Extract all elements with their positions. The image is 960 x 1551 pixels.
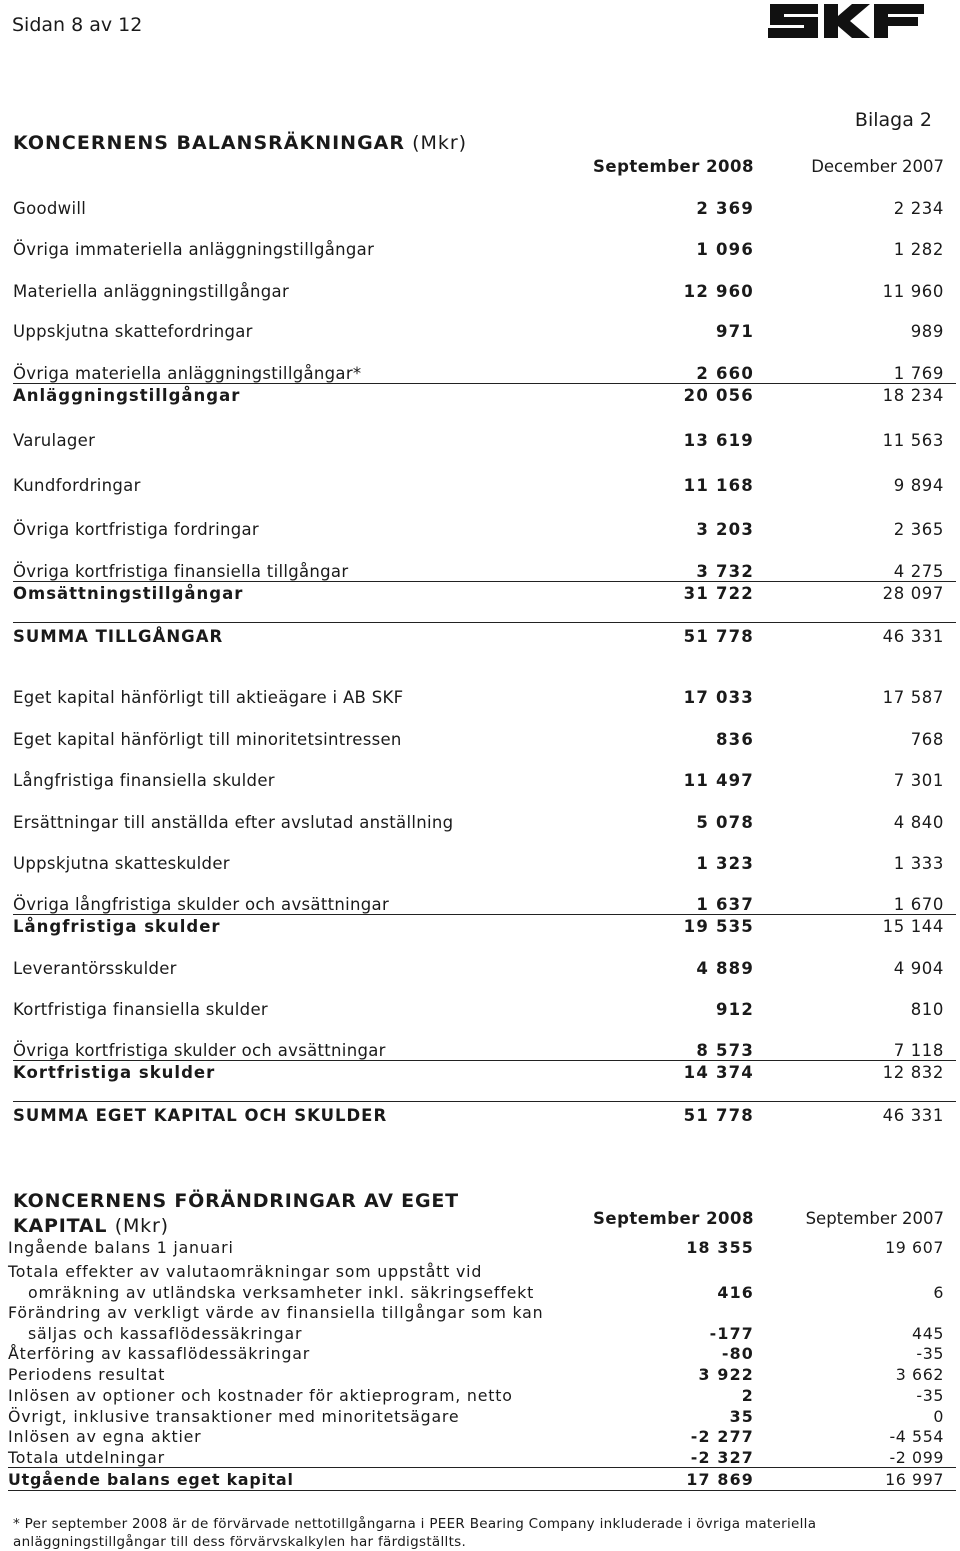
row-label: omräkning av utländska verksamheter inkl. säkringseffekt <box>28 1283 535 1302</box>
table-row <box>0 364 960 385</box>
row-value-b: -35 <box>916 1386 944 1405</box>
row-value-a: 1 096 <box>696 240 754 259</box>
table-row <box>0 1041 960 1062</box>
row-value-b: 9 894 <box>893 476 944 495</box>
row-value-a: 35 <box>729 1407 754 1426</box>
row-value-b: 2 234 <box>893 199 944 218</box>
table-row <box>0 854 960 875</box>
row-value-a: 17 869 <box>686 1470 754 1489</box>
row-value-a: 1 323 <box>696 854 754 873</box>
row-value-a: 416 <box>717 1283 754 1302</box>
row-label: Materiella anläggningstillgångar <box>13 282 290 301</box>
row-value-a: 13 619 <box>683 431 754 450</box>
skf-logo <box>766 2 926 40</box>
row-label: Uppskjutna skatteskulder <box>13 854 230 873</box>
row-label: Eget kapital hänförligt till minoritetsintressen <box>13 730 402 749</box>
row-value-a: 4 889 <box>696 959 754 978</box>
row-value-a: 2 369 <box>696 199 754 218</box>
balance-col-a-header: September 2008 <box>593 157 754 176</box>
row-label: Övriga immateriella anläggningstillgångar <box>13 240 375 259</box>
total-rule <box>13 1101 956 1102</box>
balance-unit: (Mkr) <box>412 132 468 154</box>
row-value-b: 445 <box>912 1324 944 1343</box>
row-value-a: -2 327 <box>690 1448 754 1467</box>
total-row <box>0 1106 960 1127</box>
table-row <box>0 322 960 343</box>
row-label: Inlösen av egna aktier <box>8 1427 202 1446</box>
total-rule <box>13 622 956 623</box>
row-value-b: -35 <box>916 1344 944 1363</box>
table-row <box>0 1000 960 1021</box>
row-value-a: 3 922 <box>698 1365 754 1384</box>
appendix-label: Bilaga 2 <box>854 109 932 131</box>
row-label: Ersättningar till anställda efter avslutad anställning <box>13 813 454 832</box>
table-row <box>0 730 960 751</box>
row-label: Totala effekter av valutaomräkningar som uppstått vid <box>8 1262 483 1281</box>
subtotal-rule <box>13 581 956 582</box>
row-label: SUMMA TILLGÅNGAR <box>13 627 224 646</box>
balance-title-text: KONCERNENS BALANSRÄKNINGAR <box>13 132 406 154</box>
row-label: säljas och kassaflödessäkringar <box>28 1324 303 1343</box>
footnote: * Per september 2008 är de förvärvade nettotillgångarna i PEER Bearing Company inkluderade i övriga materiella anläggningstillgångar till dess förvärvskalkylen har färdigställts. <box>13 1516 817 1550</box>
row-label: Kortfristiga finansiella skulder <box>13 1000 268 1019</box>
row-label: Inlösen av optioner och kostnader för aktieprogram, netto <box>8 1386 513 1405</box>
row-label: Långfristiga finansiella skulder <box>13 771 275 790</box>
row-value-a: 31 722 <box>683 584 754 603</box>
total-rule <box>8 1467 956 1468</box>
balance-title <box>13 132 467 154</box>
subtotal-row <box>0 386 960 407</box>
row-label: SUMMA EGET KAPITAL OCH SKULDER <box>13 1106 388 1125</box>
balance-col-b-header: December 2007 <box>811 157 944 176</box>
row-value-b: 46 331 <box>882 627 944 646</box>
row-value-b: 16 997 <box>885 1470 944 1489</box>
row-value-b: 12 832 <box>882 1063 944 1082</box>
row-value-b: 28 097 <box>882 584 944 603</box>
row-value-a: 18 355 <box>686 1238 754 1257</box>
subtotal-rule <box>13 383 956 384</box>
row-label: Anläggningstillgångar <box>13 386 241 405</box>
row-label: Utgående balans eget kapital <box>8 1470 294 1489</box>
row-value-a: 2 660 <box>696 364 754 383</box>
row-value-b: 6 <box>933 1283 944 1302</box>
row-value-a: 3 732 <box>696 562 754 581</box>
row-label: Övriga materiella anläggningstillgångar* <box>13 364 362 383</box>
row-value-b: 1 769 <box>893 364 944 383</box>
row-value-b: 0 <box>933 1407 944 1426</box>
row-value-a: 12 960 <box>683 282 754 301</box>
row-value-b: -2 099 <box>889 1448 944 1467</box>
table-row <box>0 771 960 792</box>
row-value-b: 17 587 <box>882 688 944 707</box>
table-row <box>0 688 960 709</box>
equity-title-line2: KAPITAL <box>13 1215 108 1237</box>
row-value-a: 11 168 <box>683 476 754 495</box>
table-row <box>0 959 960 980</box>
row-value-a: 51 778 <box>683 1106 754 1125</box>
row-value-a: 971 <box>715 322 754 341</box>
subtotal-rule <box>13 1060 956 1061</box>
row-value-a: 3 203 <box>696 520 754 539</box>
row-value-b: 18 234 <box>882 386 944 405</box>
row-value-a: -80 <box>721 1344 754 1363</box>
row-value-a: 14 374 <box>683 1063 754 1082</box>
row-value-a: 11 497 <box>683 771 754 790</box>
row-value-b: 11 960 <box>882 282 944 301</box>
equity-title-line1: KONCERNENS FÖRÄNDRINGAR AV EGET <box>13 1190 459 1212</box>
row-value-b: 11 563 <box>882 431 944 450</box>
row-label: Kundfordringar <box>13 476 141 495</box>
table-row <box>0 813 960 834</box>
row-label: Eget kapital hänförligt till aktieägare i AB SKF <box>13 688 404 707</box>
row-label: Långfristiga skulder <box>13 917 221 936</box>
subtotal-rule <box>13 914 956 915</box>
row-label: Uppskjutna skattefordringar <box>13 322 253 341</box>
equity-unit: (Mkr) <box>114 1215 169 1237</box>
row-value-b: 1 282 <box>893 240 944 259</box>
table-row <box>0 199 960 220</box>
row-value-b: 768 <box>910 730 944 749</box>
row-label: Förändring av verkligt värde av finansiella tillgångar som kan <box>8 1303 544 1322</box>
row-label: Övriga långfristiga skulder och avsättningar <box>13 895 390 914</box>
row-value-b: 3 662 <box>895 1365 944 1384</box>
row-value-a: 836 <box>715 730 754 749</box>
row-label: Återföring av kassaflödessäkringar <box>8 1344 311 1363</box>
equity-title <box>13 1189 459 1239</box>
row-value-b: 19 607 <box>885 1238 944 1257</box>
table-row <box>0 431 960 452</box>
row-label: Periodens resultat <box>8 1365 166 1384</box>
row-value-b: 46 331 <box>882 1106 944 1125</box>
total-row <box>0 627 960 648</box>
table-row <box>0 240 960 261</box>
row-value-a: 5 078 <box>696 813 754 832</box>
subtotal-row <box>0 1063 960 1084</box>
page-label: Sidan 8 av 12 <box>12 14 143 36</box>
row-value-a: 1 637 <box>696 895 754 914</box>
row-value-a: 912 <box>715 1000 754 1019</box>
row-value-a: -177 <box>709 1324 754 1343</box>
row-value-b: -4 554 <box>889 1427 944 1446</box>
row-value-a: 2 <box>741 1386 754 1405</box>
row-value-a: -2 277 <box>690 1427 754 1446</box>
total-underline <box>8 1490 956 1491</box>
row-value-b: 2 365 <box>893 520 944 539</box>
row-value-b: 1 333 <box>893 854 944 873</box>
row-label: Leverantörsskulder <box>13 959 177 978</box>
table-row <box>0 895 960 916</box>
row-value-b: 989 <box>910 322 944 341</box>
row-label: Övrigt, inklusive transaktioner med minoritetsägare <box>8 1407 460 1426</box>
row-value-b: 4 840 <box>893 813 944 832</box>
row-value-a: 20 056 <box>683 386 754 405</box>
subtotal-row <box>0 917 960 938</box>
row-value-b: 7 118 <box>893 1041 944 1060</box>
equity-col-b-header: September 2007 <box>805 1209 944 1228</box>
row-value-a: 8 573 <box>696 1041 754 1060</box>
row-value-a: 17 033 <box>683 688 754 707</box>
row-value-a: 19 535 <box>683 917 754 936</box>
row-label: Totala utdelningar <box>8 1448 165 1467</box>
table-row <box>0 520 960 541</box>
row-label: Kortfristiga skulder <box>13 1063 216 1082</box>
row-value-b: 7 301 <box>893 771 944 790</box>
row-value-b: 810 <box>910 1000 944 1019</box>
row-label: Omsättningstillgångar <box>13 584 244 603</box>
row-label: Varulager <box>13 431 96 450</box>
table-row <box>0 476 960 497</box>
row-label: Övriga kortfristiga finansiella tillgångar <box>13 562 349 581</box>
row-value-b: 4 275 <box>893 562 944 581</box>
row-value-b: 15 144 <box>882 917 944 936</box>
row-label: Ingående balans 1 januari <box>8 1238 234 1257</box>
row-label: Övriga kortfristiga fordringar <box>13 520 259 539</box>
row-value-a: 51 778 <box>683 627 754 646</box>
table-row <box>0 282 960 303</box>
subtotal-row <box>0 584 960 605</box>
row-value-b: 1 670 <box>893 895 944 914</box>
row-value-b: 4 904 <box>893 959 944 978</box>
row-label: Övriga kortfristiga skulder och avsättningar <box>13 1041 386 1060</box>
table-row <box>0 562 960 583</box>
row-label: Goodwill <box>13 199 87 218</box>
equity-col-a-header: September 2008 <box>593 1209 754 1228</box>
